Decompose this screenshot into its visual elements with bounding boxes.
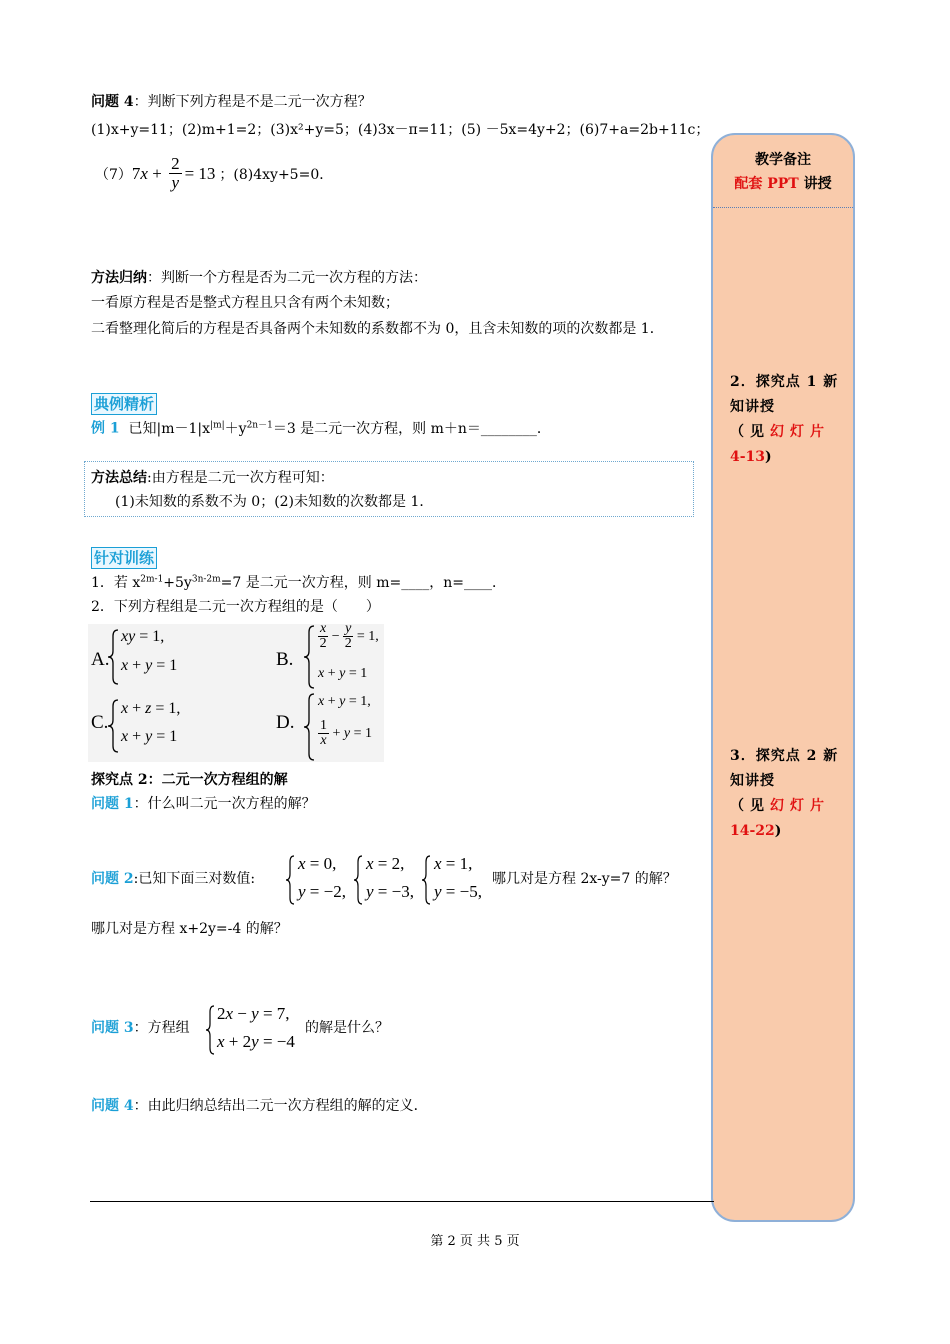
problem-2-text-b: 哪几对是方程 2x-y=7 的解？	[492, 871, 677, 887]
sidebar-title: 教学备注	[755, 152, 811, 168]
training-section-tag: 针对训练	[91, 547, 157, 569]
pair-1-x: x = 0,	[298, 854, 337, 873]
problem-2-label: 问题 2	[91, 871, 134, 887]
problem-4-equations-line2	[95, 155, 333, 192]
option-a-label: A.	[91, 649, 110, 670]
problem-1-text: ：什么叫二元一次方程的解？	[133, 796, 316, 812]
sidebar-item-3-see: （见幻灯片	[730, 798, 830, 814]
sidebar-item-2-title: 2．探究点 1 新知讲授	[730, 374, 839, 415]
problem-1-label: 问题 1	[91, 796, 134, 812]
pair-3-y: y = −5,	[434, 882, 482, 901]
summary-line: (1)未知数的系数不为 0；(2)未知数的次数都是 1．	[115, 494, 434, 510]
problem-3-text-b: 的解是什么？	[305, 1020, 389, 1036]
page-footer: 第 2 页 共 5 页	[430, 1234, 520, 1249]
problem-4-definition	[91, 1095, 428, 1115]
example-section-tag: 典例精析	[91, 393, 157, 415]
problem-4b-label: 问题 4	[91, 1098, 134, 1114]
pair-3-x: x = 1,	[434, 854, 473, 873]
problem-4-equations-line1: (1)x+y=11；(2)m+1=2；(3)x²+y=5；(4)3x－π=11；(5) －5x=4y+2；(6)7+a=2b+11c；	[91, 122, 710, 138]
summary-label: 方法总结	[91, 470, 147, 486]
pair-2-y: y = −3,	[366, 882, 414, 901]
option-a-eq2: x + y = 1	[121, 657, 178, 674]
option-d-label: D.	[276, 712, 295, 733]
option-a-eq1: xy = 1,	[121, 628, 165, 645]
method-line-1: 一看原方程是否是整式方程且只含有两个未知数；	[91, 295, 399, 311]
problem-3-label: 问题 3	[91, 1020, 134, 1036]
sidebar-item-3-title: 3．探究点 2 新知讲授	[730, 748, 839, 789]
sidebar-item-2	[730, 370, 844, 470]
pair-1-y: y = −2,	[298, 882, 346, 901]
problem-2-text-a: :已知下面三对数值:	[133, 871, 256, 887]
summary-intro: :由方程是二元一次方程可知：	[147, 470, 334, 486]
method-summary-title	[91, 267, 427, 287]
problem-2-line-2: 哪几对是方程 x+2y=-4 的解？	[91, 921, 288, 937]
problem-3	[91, 1017, 190, 1037]
method-line-2: 二看整理化简后的方程是否具备两个未知数的系数都不为 0，且含未知数的项的次数都是 1．	[91, 321, 664, 337]
sidebar-divider	[713, 207, 853, 208]
sidebar-item-3	[730, 744, 844, 844]
sidebar-item-2-see: （见幻灯片	[730, 424, 830, 440]
option-c-label: C.	[91, 712, 109, 733]
sidebar-item-3-range: 14-22)	[730, 823, 782, 839]
equation-8: ；(8)4xy+5=0．	[219, 166, 334, 183]
system-eq-1: 2x − y = 7,	[217, 1004, 290, 1023]
equation-7-math: 7 x + $\frac{2}{y}$ = 13	[131, 154, 216, 192]
problem-3-system	[204, 1002, 304, 1058]
explore-2-title: 探究点 2：二元一次方程组的解	[91, 772, 288, 788]
teaching-notes-sidebar	[711, 133, 855, 1222]
summary-title	[91, 467, 334, 487]
example-1-text: 已知$|m-1|x^{|m|}+y^{2n-1}=3$ 是二元一次方程，则 m＋n＝________．	[124, 420, 551, 437]
training-question-2: 2．下列方程组是二元一次方程组的是（ ）	[91, 599, 380, 615]
option-b-eq1: $\frac{x}{2}$ − $\frac{y}{2}$ = 1,	[319, 621, 379, 651]
example-1-label: 例 1	[91, 420, 120, 437]
options-figure	[88, 621, 384, 762]
training-question-1: 1．若 $x^{2m-1}+5y^{3n-2m}=7$ 是二元一次方程，则 m=____，n=____．	[91, 574, 506, 591]
option-c-eq1: x + z = 1,	[121, 700, 181, 717]
option-b-label: B.	[276, 649, 294, 670]
system-brace	[204, 1002, 218, 1058]
problem-1	[91, 793, 316, 813]
problem-4-text: ：判断下列方程是不是二元一次方程？	[133, 94, 372, 110]
problem-4-label: 问题 4	[91, 94, 134, 110]
sidebar-subtitle: 配套 PPT 讲授	[734, 176, 832, 192]
pair-2-x: x = 2,	[366, 854, 405, 873]
problem-2-value-pairs	[286, 852, 496, 908]
option-d-eq2: $\frac{1}{x}$ + y = 1	[320, 718, 373, 748]
system-eq-2: x + 2y = −4	[217, 1032, 295, 1051]
equation-7-prefix: （7）	[95, 166, 132, 183]
footer-rule	[90, 1201, 714, 1202]
method-label: 方法归纳	[91, 270, 147, 286]
method-intro: ：判断一个方程是否为二元一次方程的方法：	[147, 270, 427, 286]
problem-4-title	[91, 91, 372, 111]
option-d-eq1: x + y = 1,	[318, 694, 371, 709]
option-c-eq2: x + y = 1	[121, 728, 178, 745]
problem-3-text-a: ：方程组	[133, 1020, 190, 1036]
sidebar-item-2-range: 4-13)	[730, 449, 772, 465]
option-b-eq2: x + y = 1	[318, 666, 368, 681]
problem-4b-text: ：由此归纳总结出二元一次方程组的解的定义．	[133, 1098, 428, 1114]
example-1	[91, 417, 551, 438]
problem-2	[91, 868, 255, 888]
